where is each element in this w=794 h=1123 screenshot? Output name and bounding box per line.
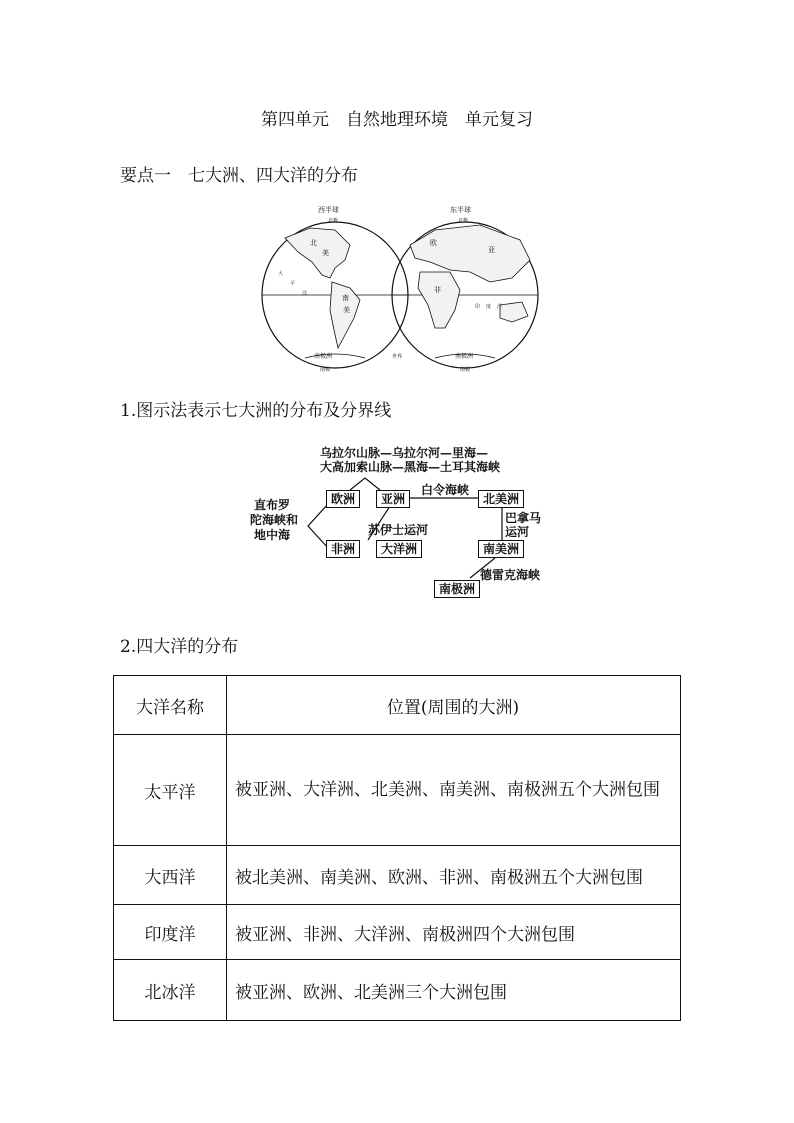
map-char-fei: 非: [434, 286, 441, 294]
continent-boundary-diagram: [240, 440, 570, 610]
panama-label-2: 运河: [505, 525, 530, 539]
map-char-ya: 亚: [488, 246, 495, 254]
gibraltar-label-2: 陀海峡和: [250, 513, 299, 527]
header-location: 位置(周围的大洲): [227, 676, 681, 735]
subheading-continent-boundaries: 1.图示法表示七大洲的分布及分界线: [120, 401, 392, 421]
ocean-location-cell: 被亚洲、大洋洲、北美洲、南美洲、南极洲五个大洲包围: [227, 735, 681, 846]
ocean-name-cell: 北冰洋: [114, 960, 227, 1021]
ocean-location-cell: 被北美洲、南美洲、欧洲、非洲、南极洲五个大洲包围: [227, 846, 681, 905]
header-ocean-name: 大洋名称: [114, 676, 227, 735]
ocean-name-cell: 太平洋: [114, 735, 227, 846]
bering-strait-label: 白令海峡: [421, 483, 470, 497]
subheading-ocean-distribution: 2.四大洋的分布: [120, 637, 239, 657]
page-title: 第四单元 自然地理环境 单元复习: [261, 110, 533, 130]
map-char-yin: 印: [475, 304, 481, 310]
node-asia: 亚洲: [376, 490, 410, 508]
antarctica-label-east: 南极洲: [455, 353, 474, 360]
node-antarctica: 南极洲: [434, 580, 480, 598]
eastern-hemisphere: [392, 222, 538, 368]
world-label: 世界: [392, 354, 403, 360]
table-header-row: [114, 676, 681, 735]
antarctica-label-west: 南极洲: [314, 353, 333, 360]
world-hemispheres-map: [250, 200, 550, 375]
table-row: [114, 846, 681, 905]
map-char-ping: 平: [290, 281, 296, 287]
node-south-america: 南美洲: [478, 540, 524, 558]
node-oceania: 大洋洲: [376, 540, 422, 558]
ocean-name-cell: 大西洋: [114, 846, 227, 905]
section-heading-continents-oceans: 要点一 七大洲、四大洋的分布: [120, 166, 358, 186]
north-pole-label-west: 北极: [328, 218, 339, 224]
map-char-bei: 北: [310, 239, 317, 247]
drake-passage-label: 德雷克海峡: [480, 568, 541, 582]
north-pole-label-east: 北极: [458, 218, 469, 224]
south-pole-label-east: 南极: [460, 367, 471, 373]
table-row: [114, 960, 681, 1021]
node-europe: 欧洲: [326, 490, 360, 508]
suez-canal-label: 苏伊士运河: [368, 523, 429, 537]
panama-label-1: 巴拿马: [505, 511, 542, 525]
east-hemisphere-label: 东半球: [450, 206, 471, 214]
table-row: [114, 735, 681, 846]
ocean-location-cell: 被亚洲、欧洲、北美洲三个大洲包围: [227, 960, 681, 1021]
node-africa: 非洲: [326, 540, 360, 558]
gibraltar-label-3: 地中海: [254, 528, 291, 542]
map-char-da: 大: [278, 271, 284, 277]
ural-boundary-line1: 乌拉尔山脉—乌拉尔河—里海—: [320, 446, 489, 460]
gibraltar-label-1: 直布罗: [254, 498, 291, 512]
map-char-du: 度: [486, 304, 492, 310]
map-char-yang-e: 洋: [497, 304, 503, 310]
ural-boundary-line2: 大高加索山脉—黑海—土耳其海峡: [320, 460, 501, 474]
west-hemisphere-label: 西半球: [318, 206, 339, 214]
map-char-ou: 欧: [430, 239, 437, 247]
table-row: [114, 905, 681, 960]
map-char-mei2: 美: [343, 306, 350, 314]
map-char-mei: 美: [322, 249, 329, 257]
western-hemisphere: [262, 222, 408, 368]
ocean-distribution-table: [113, 675, 681, 1021]
map-char-yang: 洋: [302, 291, 308, 297]
ocean-name-cell: 印度洋: [114, 905, 227, 960]
node-north-america: 北美洲: [478, 490, 524, 508]
ocean-location-cell: 被亚洲、非洲、大洋洲、南极洲四个大洲包围: [227, 905, 681, 960]
south-pole-label-west: 南极: [320, 367, 331, 373]
map-char-nan: 南: [342, 294, 349, 302]
